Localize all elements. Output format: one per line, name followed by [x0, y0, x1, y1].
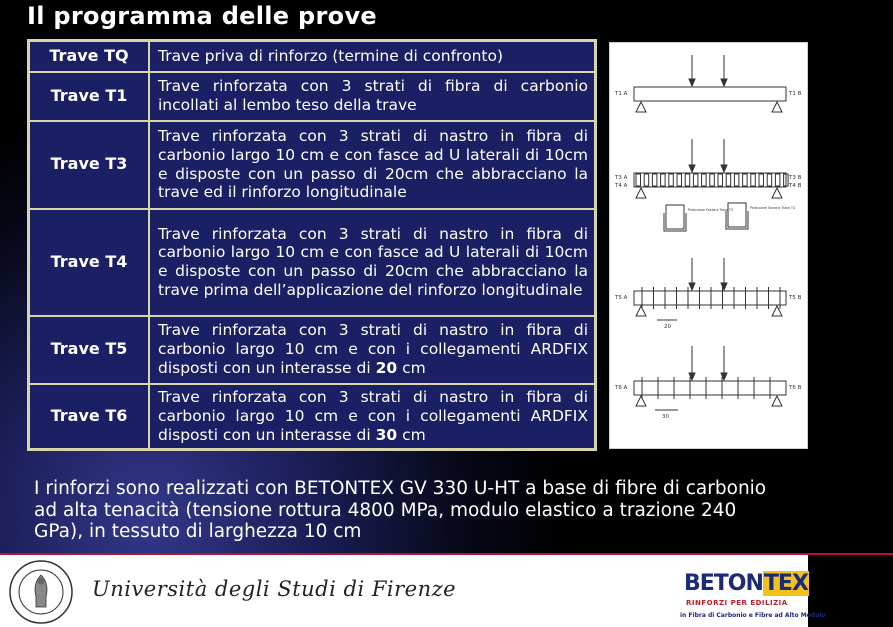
betontex-logo: [680, 565, 826, 625]
label-t3-b: T3 B: [789, 175, 802, 181]
u-wrap-strip: [636, 174, 641, 186]
label-t1-b: T1 B: [789, 91, 802, 97]
description-unit: cm: [397, 358, 426, 377]
label-t6-a: T6 A: [615, 385, 628, 391]
row-description: Trave rinforzata con 3 strati di nastro in fibra di carbonio largo 10 cm e con fasce ad U laterali di 10cm e disposte con un passo di 20cm che abbracciano la trave prima dell’applicazione del rinforzo longitudinale: [149, 209, 596, 316]
beam-t5: [634, 258, 786, 320]
u-wrap-strip: [726, 174, 731, 186]
row-description: Trave priva di rinforzo (termine di confronto): [149, 41, 596, 72]
row-label: Trave TQ: [29, 41, 150, 72]
label-t4-a: T4 A: [615, 183, 628, 189]
label-t1-a: T1 A: [615, 91, 628, 97]
row-label: Trave T6: [29, 384, 150, 450]
beam-t6: [634, 346, 786, 410]
row-description: [149, 384, 596, 450]
logo-subtitle: in Fibra di Carbonio e Fibre ad Alto Modulo: [680, 612, 826, 619]
label-t6-b: T6 B: [789, 385, 802, 391]
slide-title: Il programma delle prove: [27, 2, 377, 30]
row-label: Trave T5: [29, 316, 150, 384]
row-label: Trave T3: [29, 121, 150, 209]
u-wrap-strip: [775, 174, 780, 186]
row-description: [149, 316, 596, 384]
u-wrap-strip: [702, 174, 707, 186]
label-t4-b: T4 B: [789, 183, 802, 189]
beam-t1: [634, 55, 786, 112]
u-wrap-strip: [718, 174, 723, 186]
u-wrap-strip: [661, 174, 666, 186]
label-t5-spacing: 20: [664, 324, 671, 330]
section-label-t3: Particolare Sezione Trave T3: [688, 208, 733, 212]
university-seal-icon: [8, 559, 74, 625]
table-row: [29, 209, 596, 316]
description-text: Trave rinforzata con 3 strati di nastro in fibra di carbonio largo 10 cm e con i collegamenti ARDFIX disposti con un interasse di: [158, 388, 588, 444]
description-text: Trave rinforzata con 3 strati di nastro in fibra di carbonio largo 10 cm e con i collegamenti ARDFIX disposti con un interasse di: [158, 321, 588, 377]
u-wrap-strip: [743, 174, 748, 186]
logo-tagline: RINFORZI PER EDILIZIA: [686, 599, 788, 607]
row-label: Trave T1: [29, 72, 150, 121]
label-t6-spacing: 30: [662, 414, 669, 420]
label-t5-a: T5 A: [615, 295, 628, 301]
table-row: [29, 72, 596, 121]
table-row: [29, 316, 596, 384]
u-wrap-strip: [644, 174, 649, 186]
description-unit: cm: [397, 425, 426, 444]
u-wrap-strip: [677, 174, 682, 186]
u-wrap-strip: [652, 174, 657, 186]
u-wrap-strip: [710, 174, 715, 186]
beam-diagrams-panel: [609, 42, 808, 449]
spacing-value: 20: [375, 358, 398, 377]
label-t5-b: T5 B: [789, 295, 802, 301]
row-description: Trave rinforzata con 3 strati di nastro in fibra di carbonio largo 10 cm e con fasce ad U laterali di 10cm e disposte con un passo di 20cm che abbracciano la trave ed il rinforzo longitudinale: [149, 121, 596, 209]
u-wrap-strip: [685, 174, 690, 186]
beam-t3-t4: [634, 139, 788, 198]
row-label: Trave T4: [29, 209, 150, 316]
u-wrap-strip: [693, 174, 698, 186]
table-row: [29, 121, 596, 209]
table-row: [29, 41, 596, 72]
table-row: [29, 384, 596, 450]
reinforcement-description: I rinforzi sono realizzati con BETONTEX GV 330 U-HT a base di fibre di carbonio ad alta tenacità (tensione rottura 4800 MPa, modulo elastico a trazione 240 GPa), in tessuto di larghezza 10 cm: [34, 478, 767, 542]
u-wrap-strip: [669, 174, 674, 186]
u-wrap-strip: [767, 174, 772, 186]
u-wrap-strip: [759, 174, 764, 186]
footer: [0, 555, 826, 627]
spacing-value: 30: [375, 425, 398, 444]
university-name: Università degli Studi di Firenze: [92, 577, 457, 601]
section-label-t4: Particolare Sezione Trave T4: [750, 206, 795, 210]
row-description: Trave rinforzata con 3 strati di fibra di carbonio incollati al lembo teso della trave: [149, 72, 596, 121]
beam-diagrams: [610, 43, 807, 448]
u-wrap-strip: [751, 174, 756, 186]
logo-wordmark: BETONTEX: [684, 571, 808, 596]
u-wrap-strip: [734, 174, 739, 186]
test-program-table: [27, 39, 597, 451]
label-t3-a: T3 A: [615, 175, 628, 181]
